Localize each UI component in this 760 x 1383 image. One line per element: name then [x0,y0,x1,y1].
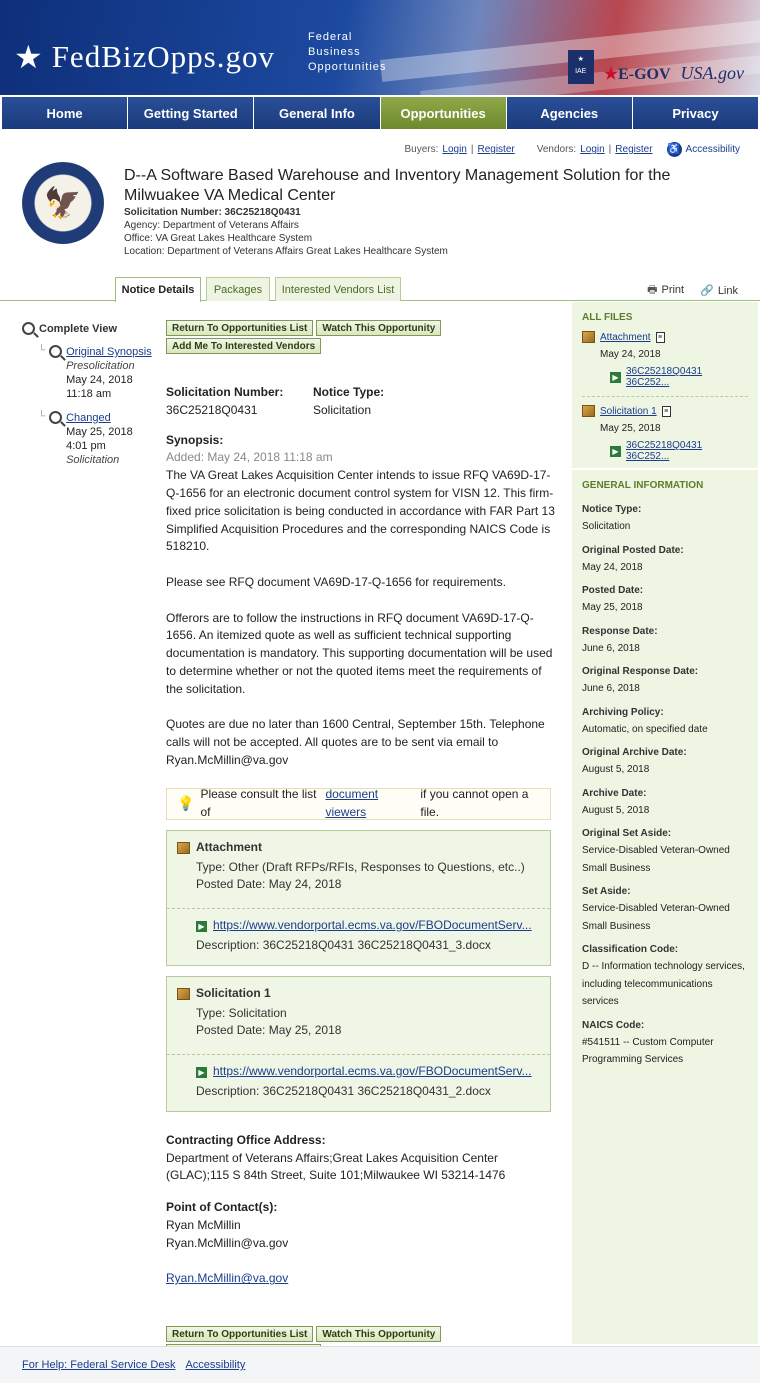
magnifier-icon [22,322,35,335]
usagov-logo[interactable]: USA.gov [680,63,744,83]
buyers-register-link[interactable]: Register [477,144,515,155]
add-interested-vendor-button[interactable]: Add Me To Interested Vendors [166,338,321,354]
notice-tabs [0,277,760,301]
sidebar-attachment-file-link[interactable]: 36C25218Q0431 36C252... [625,366,703,388]
document-viewers-link[interactable]: document viewers [325,786,379,819]
print-button[interactable]: 🖶 Print [647,281,684,300]
office: Office: VA Great Lakes Healthcare System [124,233,313,244]
synopsis-added: Added: May 24, 2018 11:18 am [166,450,333,465]
right-sidebar [572,302,758,1344]
poc-label: Point of Contact(s): [166,1200,278,1215]
nav-privacy[interactable]: Privacy [633,97,758,129]
changed-link[interactable]: Changed [66,412,111,424]
footer-accessibility-link[interactable]: Accessibility [185,1359,246,1371]
tree-item-changed: └ Changed May 25, 2018 4:01 pm Solicitation [38,411,133,466]
vendors-label: Vendors: [536,144,577,155]
login-bar: Buyers: Login | Register Vendors: Login | Register ♿ Accessibility [404,144,740,155]
poc-email: Ryan.McMillin@va.gov [166,1235,289,1250]
nav-getting-started[interactable]: Getting Started [128,97,254,129]
accessibility-icon[interactable]: ♿ [667,144,681,155]
help-link[interactable]: For Help: Federal Service Desk [22,1359,176,1371]
return-to-list-button[interactable]: Return To Opportunities List [166,320,313,336]
agency-seal [22,162,104,244]
buyers-login-link[interactable]: Login [442,144,467,155]
sol-number-value: 36C25218Q0431 [166,402,258,417]
iae-logo[interactable]: ★ IAE [568,50,594,84]
original-synopsis-link[interactable]: Original Synopsis [66,346,152,358]
solicitation-number: Solicitation Number: 36C25218Q0431 [124,207,301,218]
notice-details [166,320,556,1362]
sidebar-file-attachment: Attachment ≡ May 24, 2018 ▶ 36C25218Q0431 36C252... [572,327,758,388]
sol-number-label: Solicitation Number: [166,385,284,399]
site-banner [0,0,760,95]
external-link-icon: ▶ [196,1067,207,1078]
logo-sub-line: Federal [308,31,353,43]
synopsis-label: Synopsis: [166,432,224,447]
accessibility-link[interactable]: Accessibility [685,144,740,155]
tree-complete-view[interactable]: Complete View [22,322,157,335]
synopsis-p3: Offerors are to follow the instructions in RFQ document VA69D-17-Q-1656. An itemized quote as well as sufficient technical supporting documentation is mandatory. This supporting documentation will be used to determine whether or not the quoted items meet the requirements of the solicitation. [166,610,553,696]
history-tree [22,322,157,467]
watch-opportunity-button-bottom[interactable]: Watch This Opportunity [316,1326,441,1342]
print-icon: 🖶 [647,284,658,296]
attachment-url-link[interactable]: https://www.vendorportal.ecms.va.gov/FBODocumentServ... [213,918,532,933]
synopsis-p4: Quotes are due no later than 1600 Central, September 15th. Telephone calls will not be accepted. All quotes are to be sent via email to Ryan.McMillin@va.gov [166,717,545,767]
watch-opportunity-button[interactable]: Watch This Opportunity [316,320,441,336]
logo-subtitle [308,30,386,75]
page-actions [647,281,738,300]
package-icon [582,331,595,343]
location: Location: Department of Veterans Affairs Great Lakes Healthcare System [124,246,448,257]
external-link-icon: ▶ [196,921,207,932]
tab-packages[interactable]: Packages [206,277,270,301]
logo-sub-line: Opportunities [308,61,387,73]
main-nav [2,97,758,129]
logo-text: FedBizOpps.gov [51,39,275,74]
office-address-value: Department of Veterans Affairs;Great Lakes Acquisition Center (GLAC);115 S 84th Street, Suite 101;Milwaukee WI 53214-1476 [166,1150,506,1183]
poc-email-link[interactable]: Ryan.McMillin@va.gov [166,1271,289,1286]
package-icon [177,842,190,854]
lightbulb-icon: 💡 [177,794,195,811]
synopsis-p1: The VA Great Lakes Acquisition Center intends to issue RFQ VA69D-17-Q-1656 for an electronic document control system for VISN 12. This firm-fixed price solicitation is being conducted in accordance with FAR Part 13 Simplified Acquisition Procedures and the corresponding NAICS Code is 518210. [166,468,555,554]
vendors-login-link[interactable]: Login [580,144,605,155]
notice-meta [124,206,448,258]
sidebar-solicitation-file-link[interactable]: 36C25218Q0431 36C252... [625,440,703,462]
nav-agencies[interactable]: Agencies [507,97,633,129]
return-to-list-button-bottom[interactable]: Return To Opportunities List [166,1326,313,1342]
document-viewers-notice: 💡 Please consult the list of document viewers if you cannot open a file. [166,788,551,820]
link-button[interactable]: 🔗 Link [700,285,738,297]
tab-interested-vendors[interactable]: Interested Vendors List [275,277,401,301]
tree-item-original-synopsis: └ Original Synopsis Presolicitation May 24, 2018 11:18 am [38,345,152,400]
nav-opportunities[interactable]: Opportunities [381,97,507,129]
buyers-label: Buyers: [404,144,439,155]
sidebar-attachment-link[interactable]: Attachment [600,331,651,343]
site-logo[interactable] [14,38,275,76]
file-attachment: Attachment Type: Other (Draft RFPs/RFIs, Responses to Questions, etc..) Posted Date: May 24, 2018 ▶ https://www.vendorportal.ecms.va.gov/FBODocumentServ... Description: 36C25218Q0431 36C25218Q0431_3.docx [166,830,551,966]
egov-logo[interactable]: ★E-GOV [603,66,671,83]
office-address-label: Contracting Office Address: [166,1132,326,1147]
file-solicitation-1: Solicitation 1 Type: Solicitation Posted Date: May 25, 2018 ▶ https://www.vendorportal.ecms.va.gov/FBODocumentServ... Description: 36C25218Q0431 36C25218Q0431_2.docx [166,976,551,1112]
external-link-icon: ▶ [610,446,621,457]
general-info-list: Notice Type: Solicitation Original Posted Date: May 24, 2018 Posted Date: May 25, 2018 Response Date: June 6, 2018 Original Response Date: June 6, 2018 Archiving Policy: Automatic, on specified date Original Archive Date: August 5, 2018 Archive Date: August 5, 2018 Original Set Aside: Service-Disabled Veteran-Owned Small Business Set Aside: Service-Disabled Veteran-Owned Small Business Classification Code: D -- Information technology services, including telecommunications services NAICS Code: #541511 -- Custom Computer Programming Services [582,504,745,1065]
magnifier-icon [49,345,62,358]
document-icon: ≡ [662,406,671,417]
tab-notice-details[interactable]: Notice Details [115,277,201,302]
logo-sub-line: Business [308,46,361,58]
sidebar-file-solicitation: Solicitation 1 ≡ May 25, 2018 ▶ 36C25218Q0431 36C252... [572,401,758,462]
package-icon [177,988,190,1000]
solicitation-url-link[interactable]: https://www.vendorportal.ecms.va.gov/FBODocumentServ... [213,1064,532,1079]
link-icon: 🔗 [700,285,714,297]
synopsis-p2: Please see RFQ document VA69D-17-Q-1656 for requirements. [166,574,506,589]
eagle-icon: 🦅 [44,186,82,220]
agency: Agency: Department of Veterans Affairs [124,220,299,231]
poc-name: Ryan McMillin [166,1217,241,1232]
notice-type-label: Notice Type: [313,385,385,399]
all-files-heading: ALL FILES [582,312,633,323]
nav-general-info[interactable]: General Info [254,97,380,129]
sidebar-solicitation-link[interactable]: Solicitation 1 [600,405,657,417]
partner-logos [568,50,744,84]
magnifier-icon [49,411,62,424]
star-icon: ★ [14,39,44,75]
package-icon [582,405,595,417]
nav-home[interactable]: Home [2,97,128,129]
document-icon: ≡ [656,332,665,343]
external-link-icon: ▶ [610,372,621,383]
page-footer [0,1346,760,1383]
vendors-register-link[interactable]: Register [615,144,653,155]
notice-type-value: Solicitation [313,402,372,417]
page-title: D--A Software Based Warehouse and Inventory Management Solution for the Milwuakee VA Medical Center [124,167,671,204]
general-info-heading: GENERAL INFORMATION [582,480,704,491]
